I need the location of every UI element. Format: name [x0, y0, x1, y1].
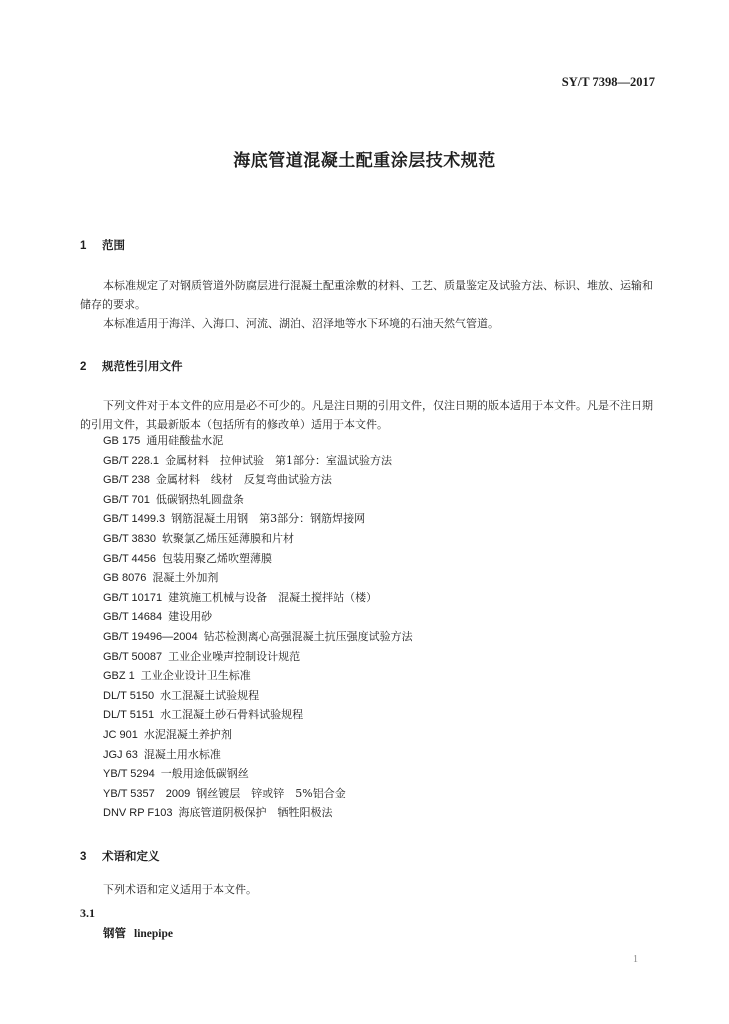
reference-title: 水工混凝土试验规程 — [160, 688, 260, 702]
reference-item — [103, 588, 413, 608]
reference-item — [103, 431, 413, 451]
reference-title: 混凝土用水标准 — [143, 747, 221, 761]
term-zh: 钢管 — [103, 926, 126, 940]
paragraph: 本标准规定了对钢质管道外防腐层进行混凝土配重涂敷的材料、工艺、质量鉴定及试验方法、标识、堆放、运输和储存的要求。 — [80, 279, 653, 311]
reference-code: GB/T 1499.3 — [103, 513, 166, 526]
reference-code: GB/T 14684 — [103, 611, 163, 624]
reference-title: 钢筋混凝土用钢 第3部分：钢筋焊接网 — [171, 512, 366, 526]
section-title: 范围 — [102, 238, 125, 252]
document-title: 海底管道混凝土配重涂层技术规范 — [233, 151, 496, 171]
reference-item — [103, 607, 413, 627]
reference-item — [103, 568, 413, 588]
reference-item — [103, 529, 413, 549]
reference-title: 软聚氯乙烯压延薄膜和片材 — [162, 531, 294, 545]
reference-item — [103, 764, 413, 784]
standard-code: SY/T 7398—2017 — [561, 75, 655, 89]
reference-item — [103, 725, 413, 745]
reference-code: GB/T 3830 — [103, 532, 156, 545]
reference-code: GB/T 50087 — [103, 650, 163, 663]
reference-title: 工业企业噪声控制设计规范 — [168, 649, 301, 663]
reference-code: DL/T 5151 — [103, 709, 155, 722]
reference-title: 一般用途低碳钢丝 — [160, 767, 249, 781]
reference-title: 混凝土外加剂 — [152, 571, 219, 585]
reference-title: 低碳钢热轧圆盘条 — [155, 492, 244, 506]
reference-item — [103, 803, 413, 823]
section-3-heading — [80, 848, 160, 864]
reference-item — [103, 549, 413, 569]
reference-title: 金属材料 拉伸试验 第1部分：室温试验方法 — [165, 453, 393, 467]
section-1-body — [80, 276, 660, 333]
term-number: 3.1 — [80, 906, 95, 920]
reference-code: YB/T 5294 — [103, 768, 155, 781]
reference-item — [103, 470, 413, 490]
section-title: 术语和定义 — [102, 849, 160, 863]
reference-code: GB/T 19496—2004 — [103, 630, 198, 643]
reference-title: 钢丝镀层 锌或锌 5%铝合金 — [196, 786, 346, 800]
reference-code: GB/T 4456 — [103, 552, 156, 565]
reference-title: 水工混凝土砂石骨料试验规程 — [160, 708, 304, 722]
reference-item — [103, 509, 413, 529]
reference-code: GB/T 701 — [103, 493, 150, 506]
reference-item — [103, 686, 413, 706]
reference-title: 水泥混凝土养护剂 — [143, 727, 232, 741]
section-2-body — [80, 396, 660, 434]
reference-code: YB/T 5357 2009 — [103, 787, 191, 800]
paragraph: 下列文件对于本文件的应用是必不可少的。凡是注日期的引用文件，仅注日期的版本适用于本文件。凡是不注日期的引用文件，其最新版本（包括所有的修改单）适用于本文件。 — [80, 399, 653, 431]
reference-title: 通用硅酸盐水泥 — [146, 434, 224, 447]
reference-item — [103, 627, 413, 647]
reference-item — [103, 745, 413, 765]
section-number: 2 — [80, 361, 87, 373]
term-en: linepipe — [134, 928, 173, 940]
reference-code: JC 901 — [103, 728, 138, 741]
section-number: 1 — [80, 240, 87, 252]
reference-title: 建筑施工机械与设备 混凝土搅拌站（楼） — [168, 590, 378, 604]
paragraph: 下列术语和定义适用于本文件。 — [103, 883, 257, 896]
reference-title: 金属材料 线材 反复弯曲试验方法 — [155, 473, 332, 487]
section-2-heading — [80, 358, 183, 374]
reference-code: GB 8076 — [103, 572, 147, 585]
reference-item — [103, 784, 413, 804]
section-title: 规范性引用文件 — [102, 359, 183, 373]
reference-item — [103, 490, 413, 510]
reference-code: GB 175 — [103, 435, 141, 447]
reference-item — [103, 705, 413, 725]
reference-item — [103, 647, 413, 667]
reference-code: GB/T 228.1 — [103, 454, 160, 467]
reference-code: JGJ 63 — [103, 748, 138, 761]
page-number: 1 — [633, 954, 638, 965]
section-3-body — [80, 880, 660, 899]
paragraph: 本标准适用于海洋、入海口、河流、湖泊、沼泽地等水下环境的石油天然气管道。 — [103, 317, 499, 330]
reference-item — [103, 451, 413, 471]
reference-title: 包装用聚乙烯吹塑薄膜 — [162, 551, 272, 565]
reference-code: DNV RP F103 — [103, 807, 173, 820]
reference-item — [103, 666, 413, 686]
reference-title: 工业企业设计卫生标准 — [140, 669, 251, 683]
reference-code: DL/T 5150 — [103, 689, 155, 702]
reference-title: 钻芯检测离心高强混凝土抗压强度试验方法 — [203, 629, 413, 643]
reference-code: GB/T 10171 — [103, 591, 163, 604]
reference-title: 海底管道阴极保护 牺牲阳极法 — [178, 806, 333, 820]
reference-code: GB/T 238 — [103, 474, 150, 487]
section-1-heading — [80, 237, 125, 253]
reference-code: GBZ 1 — [103, 670, 135, 683]
reference-list — [103, 431, 413, 823]
reference-title: 建设用砂 — [168, 610, 213, 624]
section-number: 3 — [80, 851, 87, 863]
term-name — [103, 925, 173, 941]
